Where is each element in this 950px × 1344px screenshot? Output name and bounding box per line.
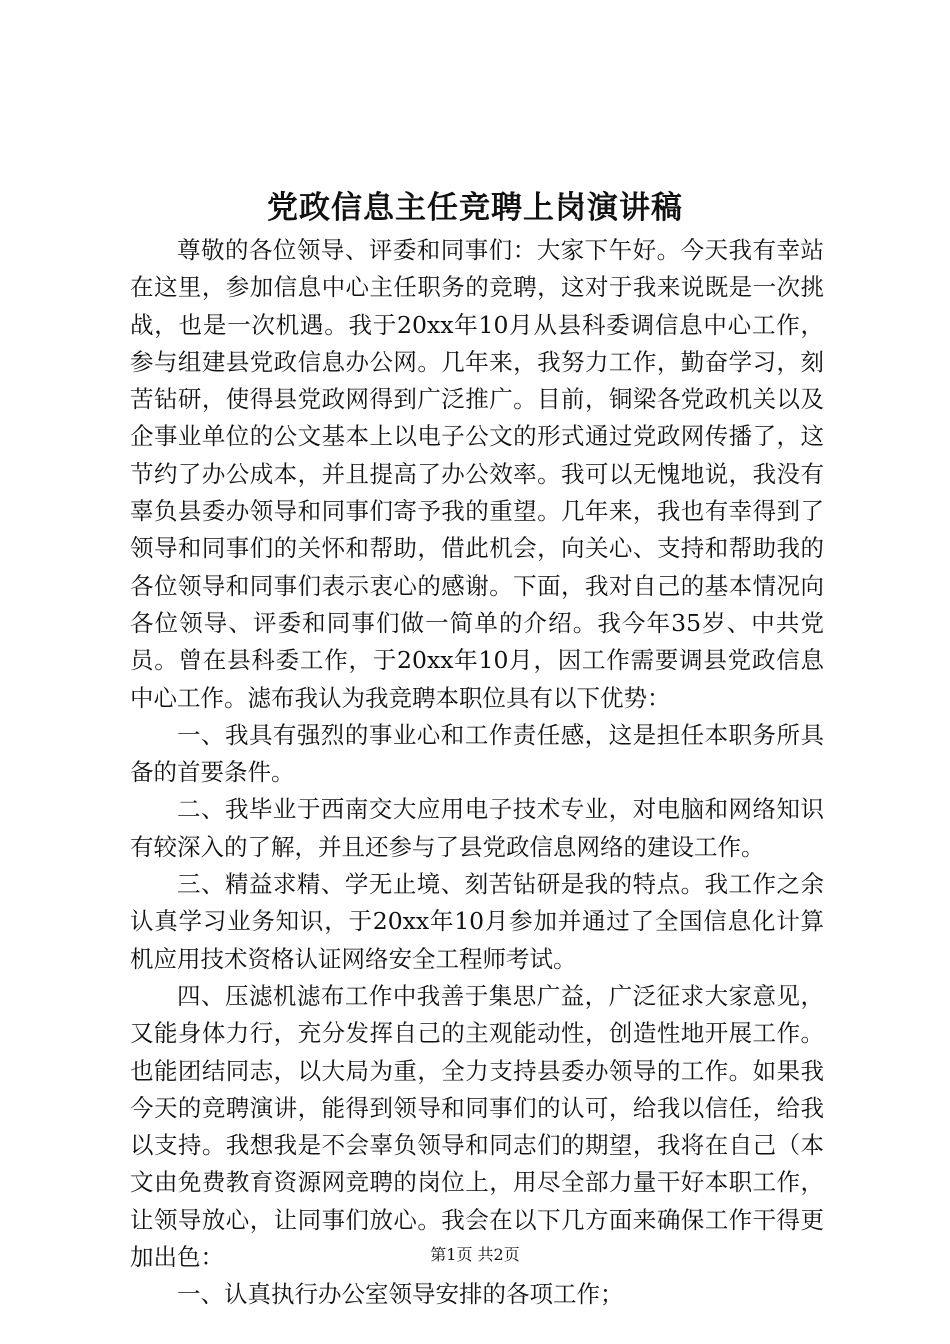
paragraph-advantage-2: 二、我毕业于西南交大应用电子技术专业，对电脑和网络知识有较深入的了解，并且还参与了县党政信息网络的建设工作。 <box>130 795 824 861</box>
paragraph-advantage-4: 四、压滤机滤布工作中我善于集思广益，广泛征求大家意见，又能身体力行，充分发挥自己的主观能动性，创造性地开展工作。也能团结同志，以大局为重，全力支持县委办领导的工作。如果我今天的竞聘演讲，能得到领导和同事们的认可，给我以信任，给我以支持。我想我是不会辜负领导和同志们的期望，我将在自己（本文由免费教育资源网竞聘的岗位上，用尽全部力量干好本职工作，让领导放心，让同事们放心。我会在以下几方面来确保工作干得更加出色： <box>130 981 824 1272</box>
page-number-footer: 第1页 共2页 <box>430 1245 520 1264</box>
paragraph-plan-1: 一、认真执行办公室领导安排的各项工作； <box>177 1280 624 1309</box>
document-body <box>130 232 824 1314</box>
paragraph-advantage-1: 一、我具有强烈的事业心和工作责任感，这是担任本职务所具备的首要条件。 <box>130 720 824 787</box>
paragraph-intro: 尊敬的各位领导、评委和同事们：大家下午好。今天我有幸站在这里，参加信息中心主任职务的竞聘，这对于我来说既是一次挑战，也是一次机遇。我于20xx年10月从县科委调信息中心工作，参与组建县党政信息办公网。几年来，我努力工作，勤奋学习，刻苦钻研，使得县党政网得到广泛推广。目前，铜梁各党政机关以及企事业单位的公文基本上以电子公文的形式通过党政网传播了，这节约了办公成本，并且提高了办公效率。我可以无愧地说，我没有辜负县委办领导和同事们寄予我的重望。几年来，我也有幸得到了领导和同事们的关怀和帮助，借此机会，向关心、支持和帮助我的各位领导和同事们表示衷心的感谢。下面，我对自己的基本情况向各位领导、评委和同事们做一简单的介绍。我今年35岁、中共党员。曾在县科委工作，于20xx年10月，因工作需要调县党政信息中心工作。滤布我认为我竞聘本职位具有以下优势： <box>130 236 824 712</box>
document-title: 党政信息主任竞聘上岗演讲稿 <box>267 190 683 226</box>
paragraph-advantage-3: 三、精益求精、学无止境、刻苦钻研是我的特点。我工作之余认真学习业务知识，于20xx年10月参加并通过了全国信息化计算机应用技术资格认证网络安全工程师考试。 <box>130 870 824 973</box>
